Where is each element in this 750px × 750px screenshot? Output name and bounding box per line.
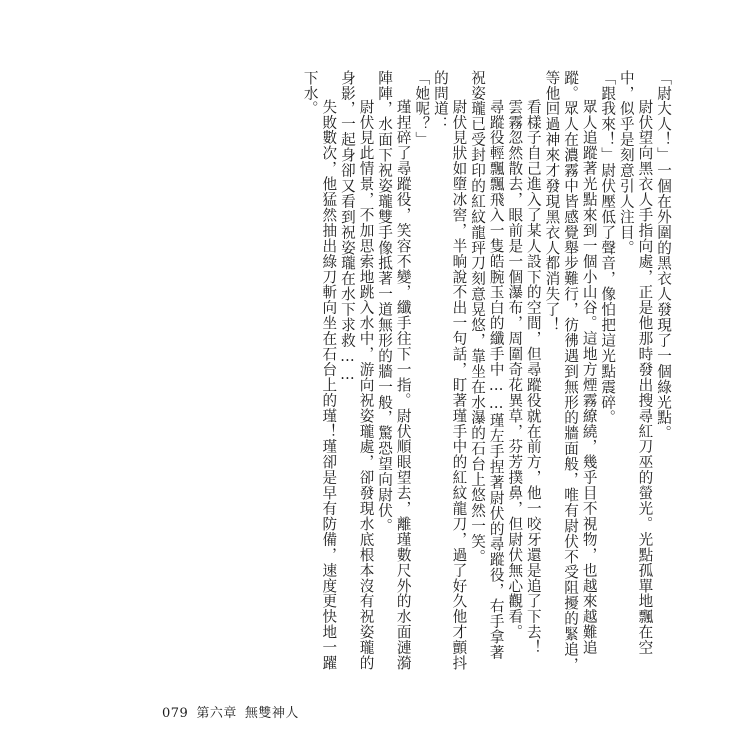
paragraph: 尉伏見狀如墮冰窖，半晌說不出一句話，盯著瑾手中的紅紋龍刀，過了好久他才顫抖的問道： xyxy=(431,70,468,671)
paragraph: 「尉大人！」一個在外圍的黑衣人發現了一個綠光點。 xyxy=(655,70,672,441)
paragraph: 雲霧忽然散去，眼前是一個瀑布，周圍奇花異草，芬芳撲鼻，但尉伏無心觀看。 xyxy=(506,99,524,640)
page-number: 079 xyxy=(162,706,189,721)
page-footer xyxy=(162,702,299,721)
vertical-text-body xyxy=(132,70,672,674)
paragraph: 失敗數次，他猛然抽出綠刀斬向坐在石台上的瑾！瑾卻是早有防備，速度更快地一躍下水。 xyxy=(301,70,338,671)
paragraph: 尉伏見此情景，不加思索地跳入水中，游向祝姿瓏處，卻發現水底根本沒有祝姿瓏的身影，一起身卻又看到祝姿瓏在水下求救…… xyxy=(338,70,375,671)
paragraph: 尋蹤役輕飄飄飛入一隻皓腕玉白的纖手中……瑾左手捏著尉伏的尋蹤役，右手拿著祝姿瓏已受封印的紅紋龍玶刀刻意晃悠，靠坐在水瀑的石台上悠然一笑。 xyxy=(469,70,505,661)
paragraph: 「跟我來！」尉伏壓低了聲音，像怕把這光點震碎。 xyxy=(599,70,617,426)
paragraph: 看樣子自己進入了某人設下的空間，但尋蹤役就在前方，他一咬牙還是追了下去！ xyxy=(524,99,542,656)
paragraph: 尉伏望向黑衣人手指向處，正是他那時發出搜尋紅刀巫的螢光。光點孤單地飄在空中，似乎是刻意引人注目。 xyxy=(617,70,654,656)
paragraph: 瑾捏碎了尋蹤役，笑容不變，纖手往下一指。尉伏順眼望去，離瑾數尺外的水面漣漪陣陣，水面下祝姿瓏雙手像抵著一道無形的牆一般，驚恐望向尉伏。 xyxy=(376,70,412,671)
paragraph: 眾人追蹤著光點來到一個小山谷。這地方煙霧繚繞，幾乎目不視物，也越來越難追蹤。眾人在濃霧中皆感覺舉步難行，彷彿遇到無形的牆面般，唯有尉伏不受阻擾的緊追，等他回過神來才發現黑衣人都消失了！ xyxy=(543,70,598,673)
chapter-label: 第六章 xyxy=(196,706,237,721)
paragraph: 「她呢？」 xyxy=(413,70,431,148)
chapter-title: 無雙神人 xyxy=(244,706,299,721)
